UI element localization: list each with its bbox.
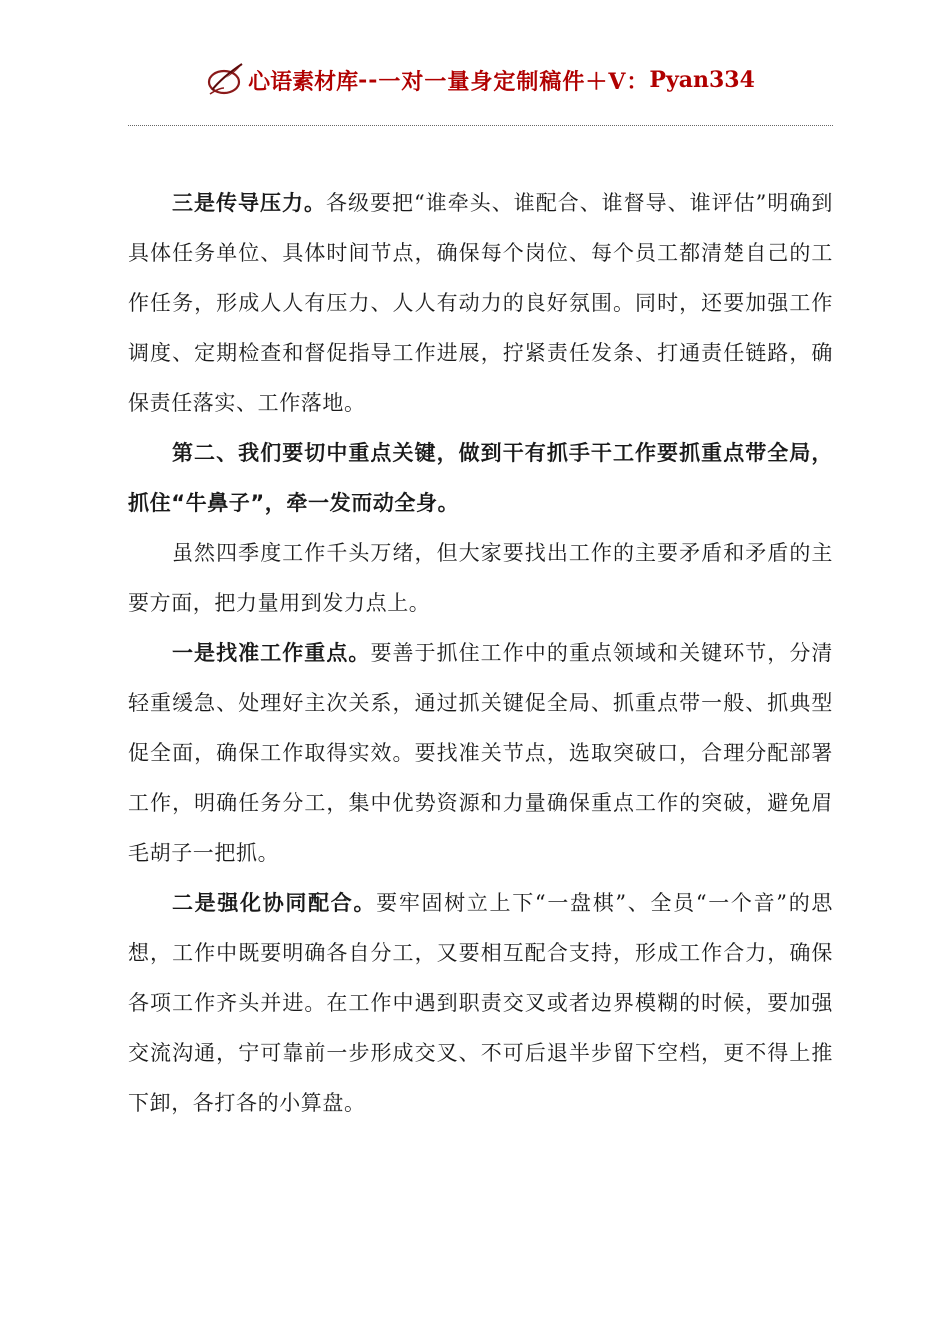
paragraph-text: 要善于抓住工作中的重点领域和关键环节，分清轻重缓急、处理好主次关系，通过抓关键促全局、抓重点带一般、抓典型促全面，确保工作取得实效。要找准关节点，选取突破口，合理分配部署工作，明确任务分工，集中优势资源和力量确保重点工作的突破，避免眉毛胡子一把抓。: [128, 641, 833, 865]
paragraph-text: 要牢固树立上下“一盘棋”、全员“一个音”的思想，工作中既要明确各自分工，又要相互配合支持，形成工作合力，确保各项工作齐头并进。在工作中遇到职责交叉或者边界模糊的时候，要加强交流沟通，宁可靠前一步形成交叉、不可后退半步留下空档，更不得上推下卸，各打各的小算盘。: [128, 891, 833, 1115]
paragraph-intro: 虽然四季度工作千头万绪，但大家要找出工作的主要矛盾和矛盾的主要方面，把力量用到发力点上。: [128, 541, 833, 615]
wechat-id: Pyan334: [649, 67, 755, 93]
header-separator: --: [358, 67, 379, 93]
paragraph-lead: 三是传导压力。: [172, 191, 326, 215]
paragraph-coordination: [128, 878, 833, 1128]
page-header: [128, 58, 833, 102]
paragraph-lead: 二是强化协同配合。: [172, 891, 377, 915]
section-heading-two: 第二、我们要切中重点关键，做到干有抓手干工作要抓重点带全局，抓住“牛鼻子”，牵一发而动全身。: [128, 441, 833, 515]
paragraph-lead: 一是找准工作重点。: [172, 641, 371, 665]
document-body: [128, 178, 833, 1128]
paragraph-pressure: [128, 178, 833, 428]
header-divider: [128, 125, 833, 126]
brand-name: 心语素材库: [248, 68, 359, 95]
quill-pen-logo-icon: [206, 60, 246, 100]
paragraph-focus: [128, 628, 833, 878]
paragraph-text: 各级要把“谁牵头、谁配合、谁督导、谁评估”明确到具体任务单位、具体时间节点，确保每个岗位、每个员工都清楚自己的工作任务，形成人人有压力、人人有动力的良好氛围。同时，还要加强工作调度、定期检查和督促指导工作进展，拧紧责任发条、打通责任链路，确保责任落实、工作落地。: [128, 191, 833, 415]
header-slogan: 一对一量身定制稿件＋V：: [378, 68, 650, 95]
